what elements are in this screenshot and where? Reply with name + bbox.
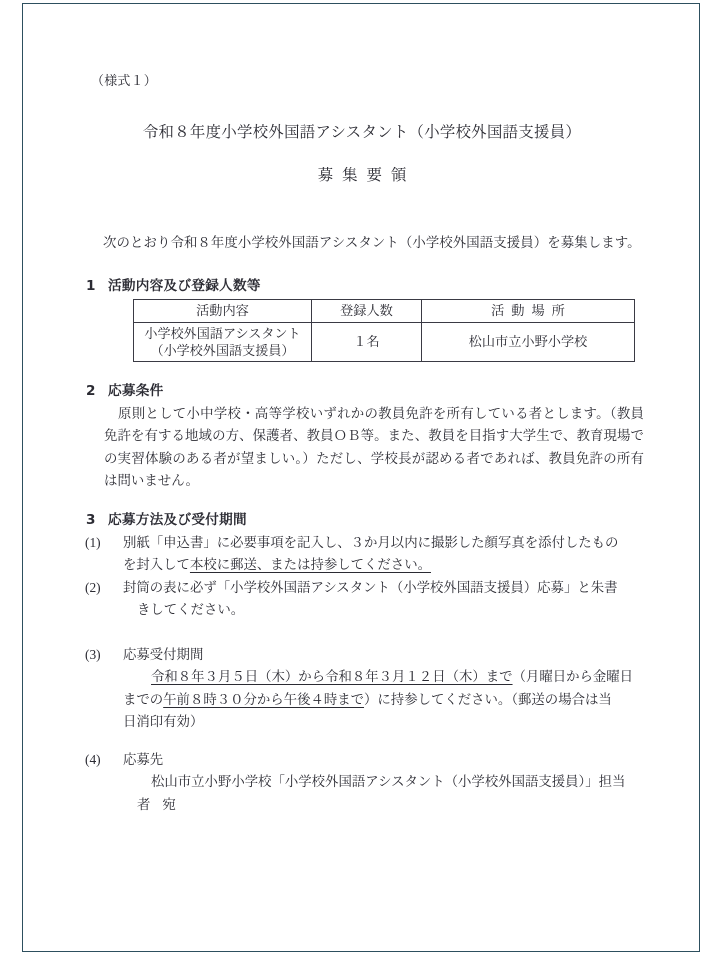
- table-cell-count: １名: [312, 323, 422, 362]
- section-3-heading: [86, 514, 247, 528]
- document-title: 令和８年度小学校外国語アシスタント（小学校外国語支援員）: [142, 124, 582, 141]
- section-2-body: 原則として小中学校・高等学校いずれかの教員免許を所有している者とします。（教員免許を有する地域の方、保護者、教員ＯＢ等。また、教員を目指す大学生で、教育現場での実習体験のある者が望ましい。）ただし、学校長が認める者であれば、教員免許の所有は問いません。: [104, 406, 644, 489]
- section-3-item-2-content: [123, 577, 645, 622]
- section-3-item-4-line1: 松山市立小野小学校「小学校外国語アシスタント（小学校外国語支援員）」担当: [151, 774, 626, 790]
- section-1-title: 活動内容及び登録人数等: [108, 278, 261, 294]
- section-3-title: 応募方法及び受付期間: [108, 512, 247, 528]
- section-1-heading: [86, 280, 261, 294]
- form-number: （様式１）: [91, 73, 158, 88]
- section-1-number: 1: [86, 278, 96, 294]
- activity-table: [133, 299, 635, 362]
- section-3-item-3: [85, 644, 645, 734]
- section-3-item-1-line1: 別紙「申込書」に必要事項を記入し、３か月以内に撮影した顔写真を添付したもの: [123, 535, 619, 550]
- table-row: [134, 323, 635, 362]
- section-3-item-3-line2-tail: ）に持参してください。（郵送の場合は当: [364, 691, 612, 707]
- table-cell-activity-line1: 小学校外国語アシスタント: [144, 325, 301, 341]
- table-header-count: 登録人数: [312, 300, 422, 323]
- document-body: [23, 4, 699, 951]
- section-3-item-3-hours: 午前８時３０分から午後４時まで: [163, 691, 365, 707]
- section-3-item-3-line2-head: までの: [123, 691, 164, 707]
- section-3-item-2: [85, 577, 645, 622]
- section-3-item-1: [85, 532, 645, 577]
- section-3-item-2-marker: (2): [85, 580, 101, 595]
- section-3-item-4-line2-b: 宛: [162, 796, 176, 812]
- section-3-item-4-title: 応募先: [123, 752, 164, 767]
- section-3-item-3-period-range: 令和８年３月５日（木）から令和８年３月１２日（木）まで: [151, 669, 513, 685]
- section-3-item-1-line2-underlined: 本校に郵送、または持参してください。: [189, 557, 431, 573]
- section-3-item-3-title: 応募受付期間: [123, 647, 204, 662]
- section-3-item-4-line2: [123, 794, 645, 816]
- section-3-item-3-content: [123, 644, 645, 734]
- section-2-number: 2: [86, 383, 96, 399]
- section-3-item-1-line2: [123, 554, 645, 576]
- section-3-item-3-line3: 日消印有効）: [123, 714, 204, 730]
- section-3-item-4: [85, 749, 645, 816]
- section-3-item-1-marker: (1): [85, 535, 101, 550]
- section-3-item-3-marker: (3): [85, 647, 101, 662]
- table-cell-activity-line2: （小学校外国語支援員）: [150, 343, 295, 358]
- intro-paragraph: 次のとおり令和８年度小学校外国語アシスタント（小学校外国語支援員）を募集します。: [103, 235, 641, 250]
- table-header-activity: 活動内容: [134, 300, 312, 323]
- table-cell-activity: [134, 323, 312, 362]
- section-3-item-4-line2-a: 者: [137, 796, 151, 812]
- section-3-item-1-line2-plain: を封入して: [123, 557, 190, 573]
- section-2-heading: [86, 385, 164, 399]
- section-3-item-2-line1: 封筒の表に必ず「小学校外国語アシスタント（小学校外国語支援員）応募」と朱書: [123, 580, 618, 595]
- table-header-row: [134, 300, 635, 323]
- section-3-item-4-marker: (4): [85, 752, 101, 767]
- document-page: [22, 3, 700, 952]
- section-3-number: 3: [86, 512, 96, 528]
- section-3-item-2-line2: きしてください。: [137, 602, 245, 618]
- table-header-location: 活動場所: [422, 300, 635, 323]
- section-3-item-3-line2: [123, 689, 645, 711]
- section-3-item-3-line1: [123, 666, 645, 688]
- section-3-item-1-content: [123, 532, 645, 577]
- document-subtitle: 募集要領: [317, 167, 416, 184]
- section-2-title: 応募条件: [108, 383, 164, 399]
- table-cell-location: 松山市立小野小学校: [422, 323, 635, 362]
- section-3-item-4-content: [123, 749, 645, 816]
- section-3-item-3-line1-tail: （月曜日から金曜日: [512, 669, 634, 685]
